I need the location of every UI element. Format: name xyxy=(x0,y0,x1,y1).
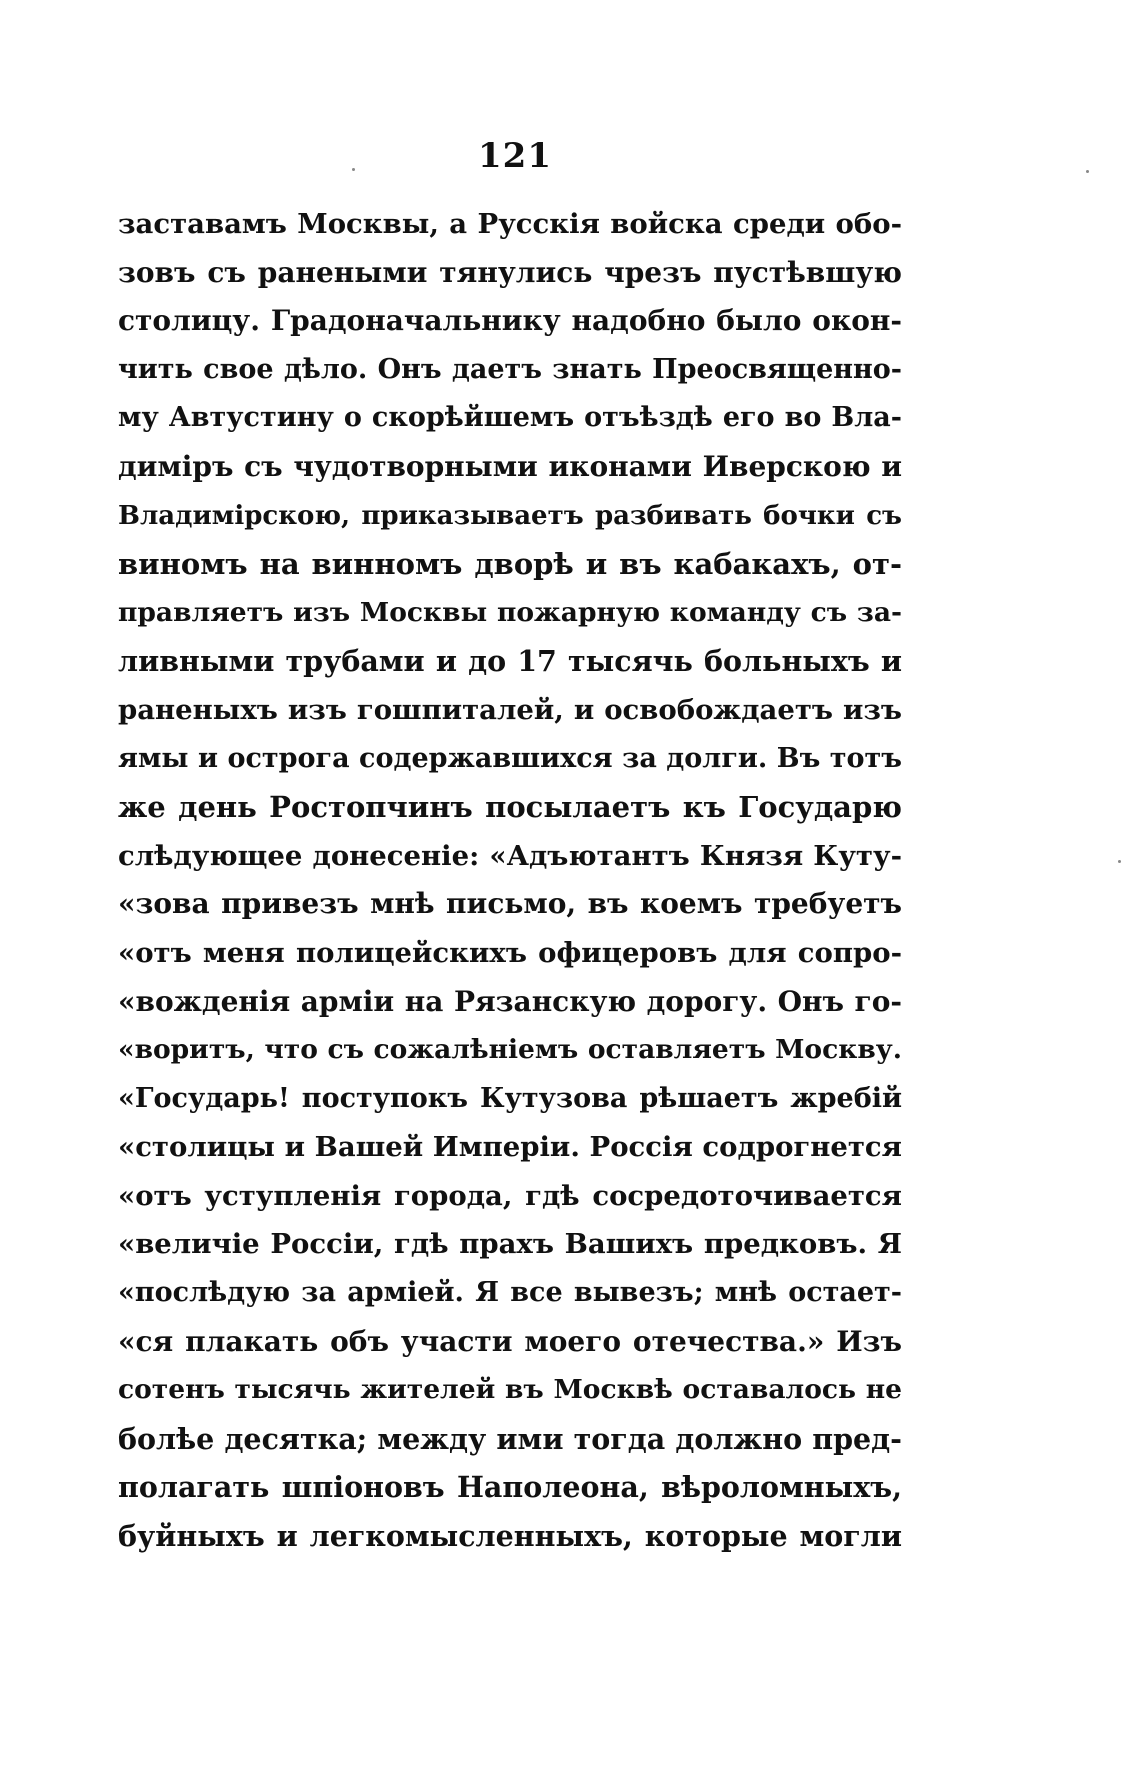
text-line: сотенъ тысячь жителей въ Москвѣ оставалось не xyxy=(118,1374,902,1406)
text-line: зовъ съ ранеными тянулись чрезъ пустѣвшую xyxy=(118,255,902,289)
text-line: чить свое дѣло. Онъ даетъ знать Преосвященно- xyxy=(118,353,902,385)
text-line: «воритъ, что съ сожалѣніемъ оставляетъ Москву. xyxy=(118,1034,902,1066)
paper-speck xyxy=(1086,170,1089,173)
text-line: же день Ростопчинъ посылаетъ къ Государю xyxy=(118,790,902,825)
text-line: буйныхъ и легкомысленныхъ, которые могли xyxy=(118,1519,902,1554)
text-line: ямы и острога содержавшихся за долги. Въ тотъ xyxy=(118,742,902,774)
text-line: раненыхъ изъ гошпиталей, и освобождаетъ изъ xyxy=(118,693,902,726)
text-line: «столицы и Вашей Имперіи. Россія содрогнется xyxy=(118,1131,902,1164)
paper-speck xyxy=(1118,860,1121,863)
text-line: столицу. Градоначальнику надобно было окон- xyxy=(118,304,902,338)
text-line: виномъ на винномъ дворѣ и въ кабакахъ, от- xyxy=(118,547,902,582)
page-number: 121 xyxy=(478,136,552,176)
text-line: правляетъ изъ Москвы пожарную команду съ за- xyxy=(118,596,902,628)
text-line: болѣе десятка; между ими тогда должно пред- xyxy=(118,1421,902,1456)
text-line: «Государь! поступокъ Кутузова рѣшаетъ жребій xyxy=(118,1082,902,1114)
paper-speck xyxy=(352,168,355,171)
text-line: «зова привезъ мнѣ письмо, въ коемъ требуетъ xyxy=(118,887,902,921)
text-line: «отъ уступленія города, гдѣ сосредоточивается xyxy=(118,1179,902,1212)
text-line: диміръ съ чудотворными иконами Иверскою и xyxy=(118,449,902,483)
text-line: «величіе Россіи, гдѣ прахъ Вашихъ предковъ. Я xyxy=(118,1228,902,1261)
text-line: «послѣдую за арміей. Я все вывезъ; мнѣ остает- xyxy=(118,1277,902,1309)
body-text xyxy=(118,200,902,1561)
text-line: «отъ меня полицейскихъ офицеровъ для сопро- xyxy=(118,936,902,969)
text-line: Владимірскою, приказываетъ разбивать бочки съ xyxy=(118,500,902,531)
text-line: ливными трубами и до 17 тысячь больныхъ и xyxy=(118,644,902,679)
text-line: полагать шпіоновъ Наполеона, вѣроломныхъ, xyxy=(118,1470,902,1505)
text-line: слѣдующее донесеніе: «Адъютантъ Князя Куту- xyxy=(118,839,902,872)
text-line: му Автустину о скорѣйшемъ отъѣздѣ его во Вла- xyxy=(118,402,902,434)
text-line: «ся плакать объ участи моего отечества.» Изъ xyxy=(118,1324,902,1358)
text-line: заставамъ Москвы, а Русскія войска среди обо- xyxy=(118,208,902,240)
text-line: «вожденія арміи на Рязанскую дорогу. Онъ го- xyxy=(118,984,902,1018)
